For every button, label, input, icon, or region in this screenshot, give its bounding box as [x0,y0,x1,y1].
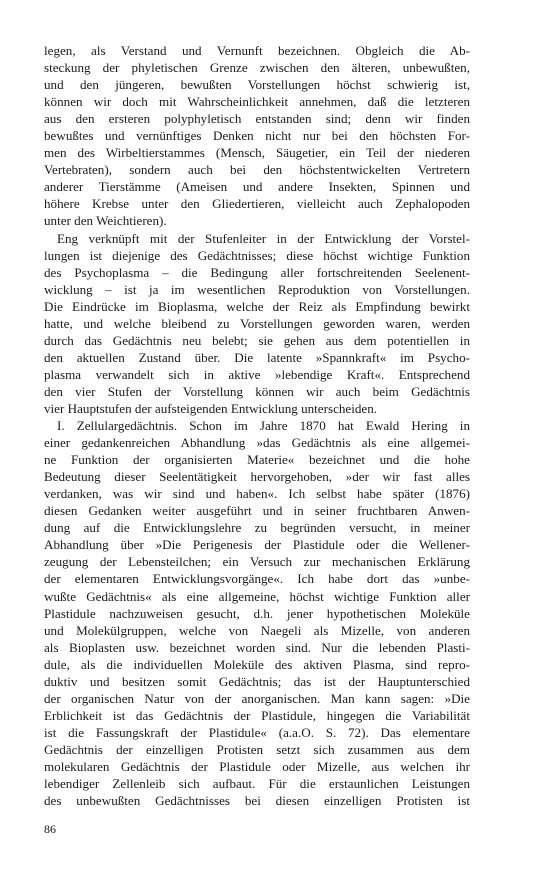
text-line: unter den Weichtieren). [44,213,167,229]
text-line: bewußtes und vernünftiges Denken nicht nur bei den höchsten For- [44,128,470,144]
text-line: der organischen Natur von der anorganischen. Man kann sagen: »Die [44,690,470,706]
text-line: molekularen Gedächtnis der Plastidule oder Mizelle, aus welchen ihr [44,758,470,774]
paragraph [44,230,470,418]
text-line: Die Eindrücke im Bioplasma, welche der Reiz als Empfindung bewirkt [44,298,470,314]
text-line: steckung der phyletischen Grenze zwischen den älteren, unbewußten, [44,60,470,76]
text-line: I. Zellulargedächtnis. Schon im Jahre 1870 hat Ewald Hering in [57,418,470,434]
text-line: wußte Gedächtnis« als eine allgemeine, höchst wichtige Funktion aller [44,588,470,604]
text-line: des unbewußten Gedächtnisses bei diesen einzelligen Protisten ist [44,793,470,809]
text-line: können wir doch mit Wahrscheinlichkeit annehmen, daß die letzteren [44,94,470,110]
text-line: diesen Gedanken weiter ausgeführt und in seiner fruchtbaren Anwen- [44,503,470,519]
text-line: anderer Tierstämme (Ameisen und andere Insekten, Spinnen und [44,179,470,195]
text-line: ist die Fassungskraft der Plastidule« (a.a.O. S. 72). Das elementare [44,724,470,740]
text-line: höhere Krebse unter den Gliedertieren, vielleicht auch Zephalopoden [44,196,470,212]
page-body [44,42,470,809]
text-line: legen, als Verstand und Vernunft bezeichnen. Obgleich die Ab- [44,43,470,58]
text-line: einer gedankenreichen Abhandlung »das Gedächtnis als eine allgemei- [44,435,470,451]
text-line: des Psychoplasma – die Bedingung aller fortschreitenden Seelenent- [44,264,470,280]
paragraph [44,417,470,809]
text-line: duktiv und besitzen somit Gedächtnis; das ist der Hauptunterschied [44,673,470,689]
text-line: verdanken, was wir sind und haben«. Ich selbst habe später (1876) [44,486,470,502]
text-line: zeugung der Lebensteilchen; ein Versuch zur mechanischen Erklärung [44,554,470,570]
text-line: als Bioplasten usw. bezeichnet worden sind. Nur die lebenden Plasti- [44,639,470,655]
text-line: men des Wirbeltierstammes (Mensch, Säugetier, ein Teil der niederen [44,145,470,161]
text-line: und den jüngeren, bewußten Vorstellungen höchst schwierig ist, [44,77,470,93]
page-number: 86 [44,822,56,836]
text-line: durch das Gedächtnis neu belebt; sie gehen aus dem potentiellen in [44,332,470,348]
text-line: Eng verknüpft mit der Stufenleiter in der Entwicklung der Vorstel- [57,230,470,246]
text-line: lungen ist diejenige des Gedächtnisses; diese höchst wichtige Funktion [44,247,470,263]
text-line: Bedeutung dieser Seelentätigkeit hervorgehoben, »der wir fast alles [44,469,470,485]
paragraph [44,42,470,230]
text-line: plasma verwandelt sich in aktive »lebendige Kraft«. Entsprechend [44,366,470,382]
text-line: vier Hauptstufen der aufsteigenden Entwicklung unterscheiden. [44,400,378,416]
text-line: Abhandlung über »Die Perigenesis der Plastidule oder die Wellener- [44,537,470,553]
text-line: Vertebraten), sondern auch bei den höchstentwickelten Vertretern [44,162,470,178]
text-line: den vier Stufen der Vorstellung können wir auch beim Gedächtnis [44,383,470,399]
text-line: dung auf die Entwicklungslehre zu begründen versucht, in meiner [44,520,470,536]
text-line: aus den ersteren polyphyletisch entstanden sind; denn wir finden [44,111,470,127]
text-line: den aktuellen Zustand über. Die latente »Spannkraft« im Psycho- [44,349,470,365]
text-line: ne Funktion der organisierten Materie« bezeichnet und die hohe [44,452,470,468]
text-line: Erblichkeit ist das Gedächtnis der Plastidule, hingegen die Variabilität [44,707,470,723]
text-line: der elementaren Entwicklungsvorgänge«. Ich habe dort das »unbe- [44,571,470,587]
text-line: hatte, und welche bleibend zu Vorstellungen geworden waren, werden [44,315,470,331]
text-line: lebendiger Zellenleib sich aufbaut. Für die erstaunlichen Leistungen [44,776,470,792]
text-line: und Molekülgruppen, welche von Naegeli als Mizelle, von anderen [44,622,470,638]
text-line: Plastidule nachzuweisen gesucht, d.h. jener hypothetischen Moleküle [44,605,470,621]
text-line: wicklung – ist ja im wesentlichen Reproduktion von Vorstellungen. [44,281,470,297]
text-line: Gedächtnis der einzelligen Protisten setzt sich zusammen aus dem [44,741,470,757]
text-line: dule, als die individuellen Moleküle des aktiven Plasma, sind repro- [44,656,470,672]
